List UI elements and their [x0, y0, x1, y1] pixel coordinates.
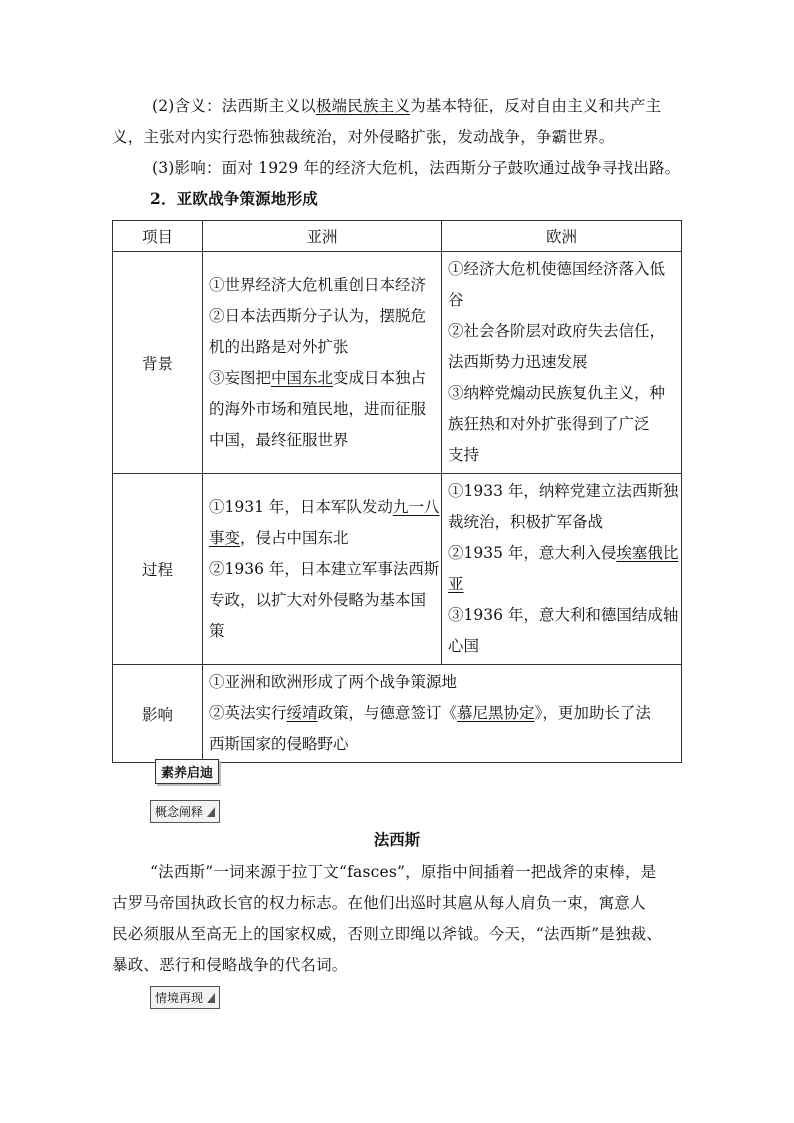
cell-line: [209, 523, 437, 554]
article-line-1: “法西斯”一词来源于拉丁文“fasces”，原指中间插着一把战斧的束棒，是: [150, 863, 657, 881]
text-span: 》，更加助长了法: [534, 704, 651, 722]
text-span: (2)含义：法西斯主义以: [152, 97, 316, 115]
article-line-4: 暴政、恶行和侵略战争的代名词。: [112, 956, 348, 974]
underlined-term: 事变: [209, 528, 241, 547]
scenario-badge: [150, 986, 220, 1009]
row-label: 过程: [113, 474, 203, 665]
text-span: ③妄图把: [209, 368, 272, 387]
badge-label: 概念阐释: [155, 805, 204, 819]
underlined-term: 埃塞俄比: [616, 544, 679, 562]
underlined-term: 绥靖: [286, 704, 318, 722]
row-label: 影响: [113, 665, 203, 763]
header-cell: 亚洲: [203, 221, 442, 252]
table-header-row: [113, 221, 682, 252]
asia-cell: [203, 474, 442, 665]
text-span: ，侵占中国东北: [240, 528, 349, 547]
text-span: ②英法实行: [209, 704, 287, 722]
cell-line: 裁统治，积极扩军备战: [448, 513, 604, 531]
underlined-term: 亚: [448, 575, 464, 593]
cell-line: 中国，最终征服世界: [209, 430, 349, 449]
underlined-term: 极端民族主义: [315, 97, 411, 115]
asia-cell: [203, 252, 442, 474]
cell-line: [209, 492, 440, 523]
badge-label: 素养启迪: [161, 766, 214, 781]
europe-cell: [442, 252, 682, 474]
text-span: 政策，与德意签订《: [317, 704, 458, 722]
cell-line: 的海外市场和殖民地，进而征服: [209, 399, 427, 418]
cell-line: [448, 538, 677, 569]
cell-line: 机的出路是对外扩张: [209, 337, 349, 356]
concept-badge: [150, 800, 220, 823]
cell-line: ①经济大危机使德国经济落入低: [448, 260, 666, 278]
row-label: 背景: [113, 252, 203, 474]
europe-cell: [442, 474, 682, 665]
corner-arrow-icon: [207, 807, 215, 817]
underlined-term: 九一八: [392, 497, 440, 516]
cell-line: ①亚洲和欧洲形成了两个战争策源地: [209, 673, 458, 691]
cell-line: ①1933 年，纳粹党建立法西斯独: [448, 482, 679, 500]
cell-line: [448, 569, 677, 600]
cell-line: 族狂热和对外扩张得到了广泛: [448, 415, 650, 433]
header-cell: 欧洲: [442, 221, 682, 252]
cell-line: [209, 698, 677, 729]
underlined-term: 中国东北: [271, 368, 334, 387]
header-cell: 项目: [113, 221, 203, 252]
section-heading: 2．亚欧战争策源地形成: [150, 189, 318, 208]
table-row-process: [113, 474, 682, 665]
corner-arrow-icon: [207, 993, 215, 1003]
intro-line-3: (3)影响：面对 1929 年的经济大危机，法西斯分子鼓吹通过战争寻找出路。: [152, 159, 681, 177]
cell-line: 法西斯势力迅速发展: [448, 353, 588, 371]
literacy-badge: [155, 759, 219, 784]
cell-line: [209, 363, 437, 394]
cell-line: 心国: [448, 637, 480, 655]
cell-line: ①世界经济大危机重创日本经济: [209, 275, 427, 294]
text-span: ②1935 年，意大利入侵: [448, 544, 617, 562]
article-title: 法西斯: [373, 830, 421, 849]
text-span: 为基本特征，反对自由主义和共产主: [410, 97, 662, 115]
article-line-3: 民必须服从至高无上的国家权威，否则立即绳以斧钺。今天，“法西斯”是独裁、: [112, 925, 663, 943]
cell-line: ③1936 年，意大利和德国结成轴: [448, 606, 679, 624]
cell-line: ③纳粹党煽动民族复仇主义，种: [448, 384, 666, 402]
cell-line: 西斯国家的侵略野心: [209, 735, 349, 753]
cell-line: ②日本法西斯分子认为，摆脱危: [209, 306, 427, 325]
table-row-background: [113, 252, 682, 474]
cell-line: ②社会各阶层对政府失去信任，: [448, 322, 666, 340]
text-span: ①1931 年，日本军队发动: [209, 497, 393, 516]
cell-line: 支持: [448, 446, 480, 464]
cell-line: 专政，以扩大对外侵略为基本国: [209, 590, 427, 609]
badge-label: 情境再现: [155, 991, 204, 1005]
cell-line: ②1936 年，日本建立军事法西斯: [209, 559, 440, 578]
underlined-term: 慕尼黑协定: [457, 704, 535, 722]
table-row-impact: [113, 665, 682, 763]
comparison-table: [112, 220, 682, 763]
intro-line-1: [152, 96, 661, 116]
intro-line-2: 义，主张对内实行恐怖独裁统治，对外侵略扩张，发动战争，争霸世界。: [112, 128, 615, 146]
cell-line: 策: [209, 621, 225, 640]
text-span: 变成日本独占: [333, 368, 427, 387]
article-line-2: 古罗马帝国执政长官的权力标志。在他们出巡时其扈从每人肩负一束，寓意人: [112, 894, 646, 912]
impact-cell: [203, 665, 682, 763]
cell-line: 谷: [448, 291, 464, 309]
